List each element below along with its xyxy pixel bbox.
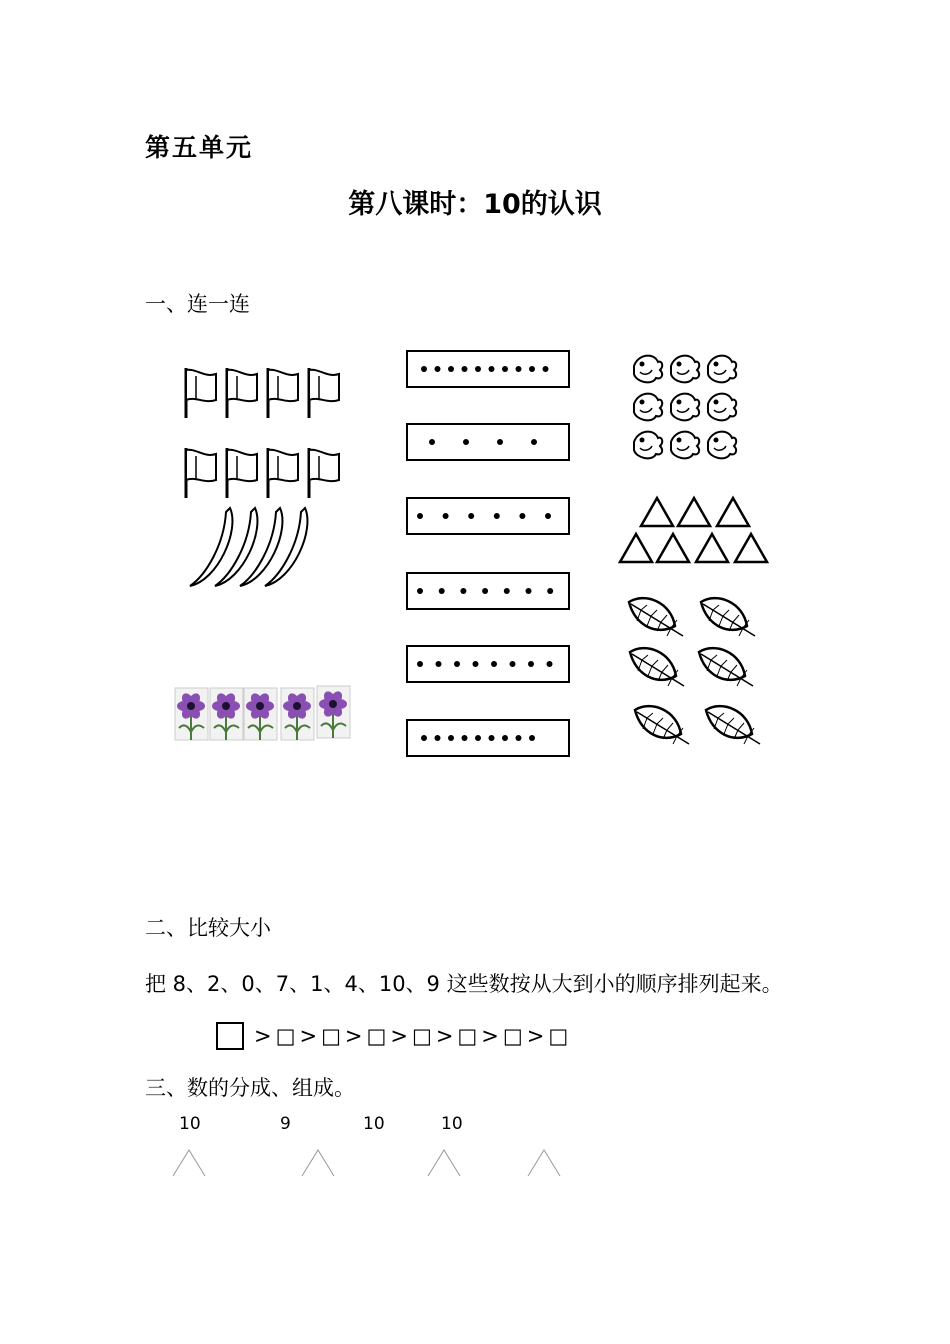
dot-card — [407, 498, 569, 534]
flower-icon — [281, 688, 314, 740]
answer-box[interactable] — [216, 1022, 244, 1050]
dot — [489, 366, 495, 372]
fish-icon — [671, 394, 699, 421]
triangle-icon — [678, 498, 710, 526]
dot — [475, 735, 481, 741]
decompose-number: 10 — [441, 1114, 463, 1134]
dot — [421, 735, 427, 741]
dot — [454, 661, 460, 667]
dot — [460, 588, 466, 594]
triangle-icon — [735, 534, 767, 562]
dot-card-group — [407, 351, 569, 756]
leaf-icon — [701, 598, 755, 636]
triangle-icon — [641, 498, 673, 526]
fish-icon — [634, 432, 662, 459]
flag-group — [186, 368, 339, 498]
greater-than-sign: > — [299, 1024, 318, 1048]
triangle-icon — [657, 534, 689, 562]
dot — [519, 513, 525, 519]
greater-than-sign: > — [481, 1024, 499, 1048]
dot — [417, 588, 423, 594]
dot — [516, 366, 522, 372]
answer-box-small[interactable]: □ — [411, 1024, 432, 1048]
flag-icon — [186, 368, 216, 418]
dot — [429, 439, 435, 445]
fish-icon — [708, 432, 736, 459]
triangle-icon — [717, 498, 749, 526]
dot — [468, 513, 474, 519]
dot — [491, 661, 497, 667]
dot — [435, 735, 441, 741]
dot — [547, 661, 553, 667]
dot — [463, 439, 469, 445]
flower-icon — [210, 688, 243, 740]
branch-lines — [428, 1150, 460, 1176]
dot-card — [407, 424, 569, 460]
flower-icon — [175, 688, 208, 740]
section2-heading: 二、比较大小 — [145, 916, 271, 940]
dot — [494, 513, 500, 519]
decompose-number: 10 — [179, 1114, 201, 1134]
dot — [545, 513, 551, 519]
flag-icon — [309, 448, 339, 498]
leaf-icon — [629, 598, 683, 636]
dot — [516, 735, 522, 741]
banana-group — [190, 508, 307, 586]
greater-than-sign: > — [254, 1024, 272, 1048]
flag-icon — [227, 368, 257, 418]
triangle-group — [620, 498, 767, 562]
flag-icon — [268, 368, 298, 418]
dot — [502, 735, 508, 741]
ordering-row — [216, 1022, 570, 1050]
dot — [547, 588, 553, 594]
leaf-icon — [699, 648, 753, 686]
fish-icon — [671, 356, 699, 383]
greater-than-sign: > — [526, 1024, 545, 1048]
decompose-number: 10 — [363, 1114, 385, 1134]
dot-card — [407, 720, 569, 756]
greater-than-sign: > — [390, 1024, 408, 1048]
dot — [417, 513, 423, 519]
fish-icon — [708, 356, 736, 383]
branch-lines — [302, 1150, 334, 1176]
dot — [439, 588, 445, 594]
flag-icon — [309, 368, 339, 418]
flower-icon — [244, 688, 277, 740]
leaf-group — [629, 598, 760, 744]
dot — [443, 513, 449, 519]
section1-heading: 一、连一连 — [145, 292, 250, 316]
dot — [475, 366, 481, 372]
leaf-icon — [706, 706, 760, 744]
dot — [482, 588, 488, 594]
lesson-title: 第八课时：10的认识 — [348, 189, 602, 220]
dot — [504, 588, 510, 594]
dot — [543, 366, 549, 372]
fish-icon — [671, 432, 699, 459]
flag-icon — [227, 448, 257, 498]
leaf-icon — [635, 706, 689, 744]
dot — [417, 661, 423, 667]
flag-icon — [268, 448, 298, 498]
dot — [421, 366, 427, 372]
flower-icon — [317, 686, 350, 738]
dot — [529, 735, 535, 741]
fish-icon — [634, 394, 662, 421]
branch-lines — [173, 1150, 205, 1176]
dot-card — [407, 573, 569, 609]
fish-icon — [708, 394, 736, 421]
dot — [448, 735, 454, 741]
dot — [497, 439, 503, 445]
leaf-icon — [630, 648, 684, 686]
ordering-instruction: 把 8、2、0、7、1、4、10、9 这些数按从大到小的顺序排列起来。 — [145, 972, 783, 996]
dot — [462, 366, 468, 372]
answer-box-small[interactable]: □ — [457, 1024, 478, 1048]
fish-group — [634, 356, 736, 459]
dot — [448, 366, 454, 372]
triangle-icon — [696, 534, 728, 562]
flower-group — [175, 686, 350, 740]
dot — [489, 735, 495, 741]
dot — [510, 661, 516, 667]
decompose-number: 9 — [280, 1114, 291, 1134]
answer-box-small[interactable]: □ — [502, 1024, 523, 1048]
dot — [473, 661, 479, 667]
dot — [528, 661, 534, 667]
dot — [531, 439, 537, 445]
dot — [462, 735, 468, 741]
triangle-icon — [620, 534, 652, 562]
answer-box-small[interactable]: □ — [275, 1024, 296, 1048]
answer-box-small[interactable]: □ — [321, 1024, 341, 1048]
decompose-branches — [173, 1150, 560, 1176]
dot-card — [407, 646, 569, 682]
dot — [502, 366, 508, 372]
dot — [526, 588, 532, 594]
answer-box-small[interactable]: □ — [548, 1024, 569, 1048]
answer-box-small[interactable]: □ — [366, 1024, 387, 1048]
section3-heading: 三、数的分成、组成。 — [145, 1076, 355, 1100]
greater-than-sign: > — [344, 1024, 363, 1048]
dot — [435, 366, 441, 372]
dot — [529, 366, 535, 372]
flag-icon — [186, 448, 216, 498]
fish-icon — [634, 356, 662, 383]
branch-lines — [528, 1150, 560, 1176]
dot — [436, 661, 442, 667]
unit-title: 第五单元 — [145, 133, 254, 162]
greater-than-sign: > — [435, 1024, 454, 1048]
dot-card — [407, 351, 569, 387]
